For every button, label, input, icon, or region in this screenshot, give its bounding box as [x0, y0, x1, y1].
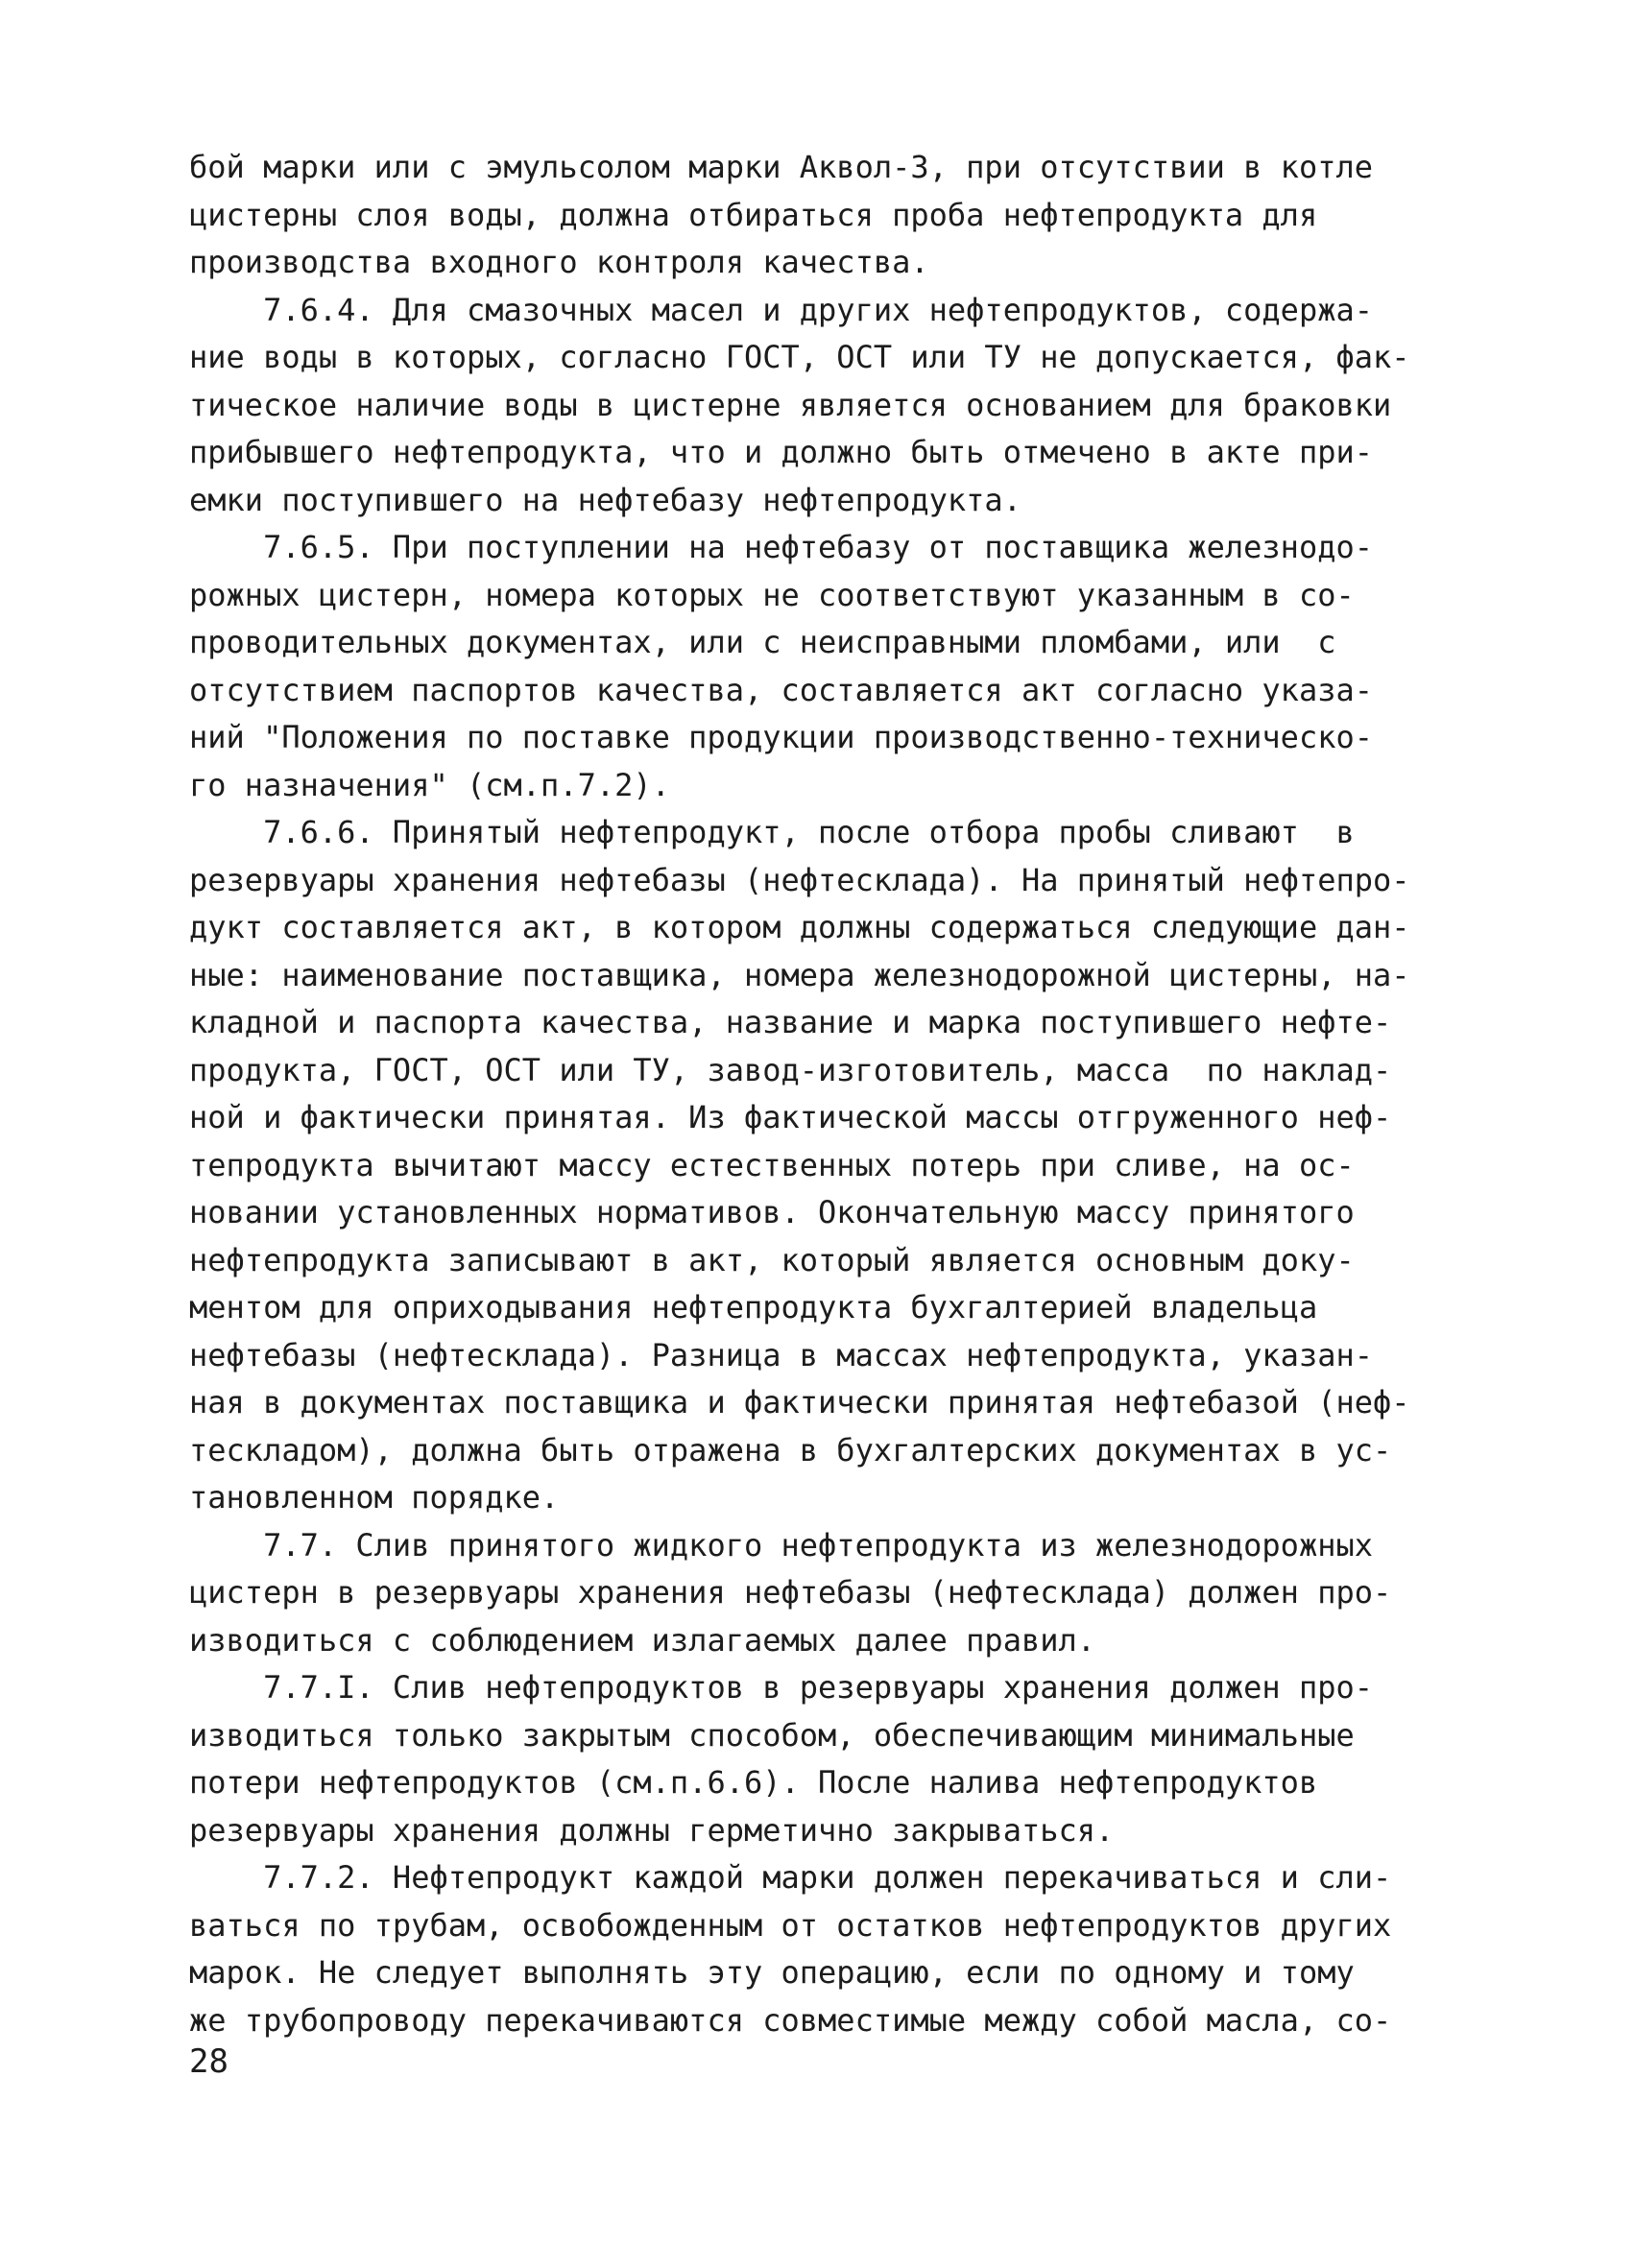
text-line: ная в документах поставщика и фактически принятая нефтебазой (неф-: [189, 1384, 1410, 1420]
text-line: новании установленных нормативов. Окончательную массу принятого: [189, 1194, 1355, 1230]
text-line: резервуары хранения нефтебазы (нефтесклада). На принятый нефтепро-: [189, 861, 1410, 898]
text-line: го назначения" (см.п.7.2).: [189, 766, 670, 803]
text-line: производства входного контроля качества.: [189, 244, 929, 280]
text-line: ментом для оприходывания нефтепродукта бухгалтерией владельца: [189, 1289, 1318, 1325]
text-line: ний "Положения по поставке продукции производственно-техническо-: [189, 719, 1373, 755]
text-line: тическое наличие воды в цистерне является основанием для браковки: [189, 386, 1392, 423]
page-number: 28: [189, 2042, 228, 2081]
text-line: же трубопроводу перекачиваются совместимые между собой масла, со-: [189, 2001, 1392, 2039]
body-text: [189, 144, 1476, 2044]
text-line: цистерны слоя воды, должна отбираться проба нефтепродукта для: [189, 196, 1318, 233]
text-line: рожных цистерн, номера которых не соответствуют указанным в со-: [189, 576, 1355, 613]
text-line: тановленном порядке.: [189, 1479, 560, 1516]
text-line: цистерн в резервуары хранения нефтебазы (нефтесклада) должен про-: [189, 1574, 1392, 1611]
text-line: нефтепродукта записывают в акт, который является основным доку-: [189, 1241, 1355, 1278]
text-line: ные: наименование поставщика, номера железнодорожной цистерны, на-: [189, 956, 1410, 993]
text-line: ние воды в которых, согласно ГОСТ, ОСТ или ТУ не допускается, фак-: [189, 339, 1410, 375]
text-line: 7.7.2. Нефтепродукт каждой марки должен перекачиваться и сли-: [189, 1859, 1392, 1896]
text-line: резервуары хранения должны герметично закрываться.: [189, 1811, 1115, 1849]
text-line: марок. Не следует выполнять эту операцию, если по одному и тому: [189, 1954, 1355, 1991]
text-line: бой марки или с эмульсолом марки Аквол-3, при отсутствии в котле: [189, 149, 1373, 185]
text-line: дукт составляется акт, в котором должны содержаться следующие дан-: [189, 909, 1410, 945]
text-line: 7.6.5. При поступлении на нефтебазу от поставщика железнодо-: [189, 529, 1373, 565]
text-line: изводиться с соблюдением излагаемых далее правил.: [189, 1621, 1096, 1659]
text-line: 7.6.6. Принятый нефтепродукт, после отбора пробы сливают в: [189, 814, 1355, 850]
text-line: потери нефтепродуктов (см.п.6.6). После налива нефтепродуктов: [189, 1764, 1318, 1801]
text-line: 7.7. Слив принятого жидкого нефтепродукта из железнодорожных: [189, 1526, 1373, 1564]
text-line: прибывшего нефтепродукта, что и должно быть отмечено в акте при-: [189, 434, 1373, 470]
text-line: емки поступившего на нефтебазу нефтепродукта.: [189, 481, 1021, 518]
text-line: кладной и паспорта качества, название и марка поступившего нефте-: [189, 1004, 1392, 1040]
text-line: отсутствием паспортов качества, составляется акт согласно указа-: [189, 671, 1373, 708]
text-line: проводительных документах, или с неисправными пломбами, или с: [189, 624, 1336, 660]
text-line: 7.7.I. Слив нефтепродуктов в резервуары хранения должен про-: [189, 1669, 1373, 1706]
text-line: тепродукта вычитают массу естественных потерь при сливе, на ос-: [189, 1146, 1355, 1183]
text-line: изводиться только закрытым способом, обеспечивающим минимальные: [189, 1716, 1355, 1754]
text-line: продукта, ГОСТ, ОСТ или ТУ, завод-изготовитель, масса по наклад-: [189, 1051, 1392, 1088]
text-line: нефтебазы (нефтесклада). Разница в массах нефтепродукта, указан-: [189, 1336, 1373, 1373]
text-line: ной и фактически принятая. Из фактической массы отгруженного неф-: [189, 1099, 1392, 1135]
text-line: ваться по трубам, освобожденным от остатков нефтепродуктов других: [189, 1906, 1392, 1944]
text-line: тескладом), должна быть отражена в бухгалтерских документах в ус-: [189, 1431, 1392, 1468]
text-line: 7.6.4. Для смазочных масел и других нефтепродуктов, содержа-: [189, 291, 1373, 328]
